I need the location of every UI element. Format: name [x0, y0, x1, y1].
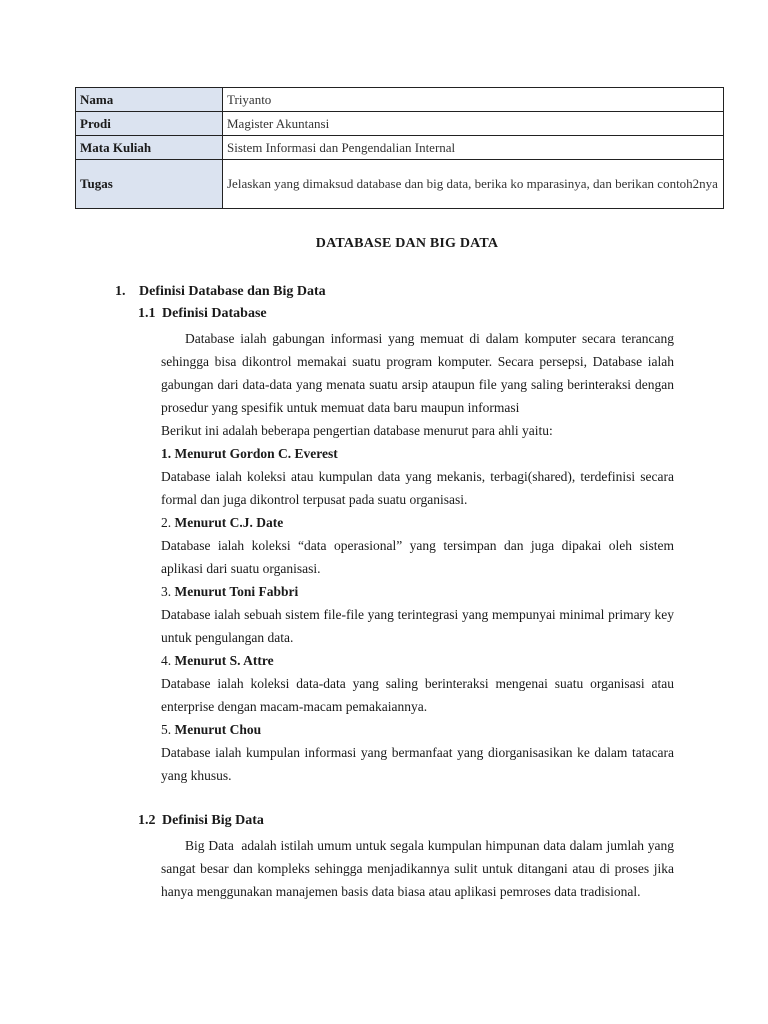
section-heading: [115, 284, 515, 304]
section-number: 1.: [115, 284, 126, 299]
info-label: Mata Kuliah: [76, 136, 223, 160]
info-row: [76, 112, 724, 136]
info-row: [76, 160, 724, 209]
expert-heading: [161, 649, 274, 672]
expert-text: Database ialah koleksi atau kumpulan data yang mekanis, terbagi(shared), terdefinisi secara formal dan juga dikontrol terpusat pada suatu organisasi.: [161, 469, 674, 507]
expert-text: Database ialah kumpulan informasi yang bermanfaat yang diorganisasikan ke dalam tatacara yang khusus.: [161, 745, 674, 783]
info-label: Tugas: [76, 160, 223, 209]
expert-number: 1.: [161, 446, 172, 461]
info-value: Sistem Informasi dan Pengendalian Internal: [223, 136, 724, 160]
expert-number: 5.: [161, 722, 172, 737]
expert-number: 2.: [161, 515, 172, 530]
expert-name: Menurut Chou: [174, 722, 262, 737]
expert-name: Menurut Toni Fabbri: [174, 584, 299, 599]
info-value: Triyanto: [223, 88, 724, 112]
expert-number: 3.: [161, 584, 172, 599]
subsection-title: Definisi Big Data: [162, 813, 264, 828]
info-row: [76, 136, 724, 160]
info-value: Magister Akuntansi: [223, 112, 724, 136]
info-value: Jelaskan yang dimaksud database dan big data, berika ko mparasinya, dan berikan contoh2nya: [223, 160, 724, 209]
expert-text: Database ialah koleksi “data operasional” yang tersimpan dan juga dipakai oleh sistem aplikasi dari suatu organisasi.: [161, 538, 674, 576]
expert-text: Database ialah koleksi data-data yang saling berinteraksi mengenai suatu organisasi atau enterprise dengan macam-macam pemakaiannya.: [161, 676, 674, 714]
info-row: [76, 88, 724, 112]
expert-text: Database ialah sebuah sistem file-file yang terintegrasi yang mempunyai minimal primary key untuk pengulangan data.: [161, 607, 674, 645]
expert-name: Menurut C.J. Date: [174, 515, 284, 530]
expert-heading: [161, 442, 338, 465]
expert-heading: [161, 511, 283, 534]
paragraph: Database ialah gabungan informasi yang memuat di dalam komputer secara terancang sehingga bisa dikontrol memakai suatu program komputer. Secara persepsi, Database ialah gabungan dari data-data yang menata suatu arsip ataupun file yang saling berinteraksi dengan prosedur yang spesifik untuk memuat data baru maupun informasi: [161, 331, 674, 415]
subsection-heading: [138, 813, 438, 833]
info-label: Prodi: [76, 112, 223, 136]
subsection-title: Definisi Database: [162, 306, 267, 321]
subsection-number: 1.2: [138, 813, 156, 828]
section-title: Definisi Database dan Big Data: [139, 284, 326, 299]
info-table: [75, 87, 724, 209]
paragraph: Big Data adalah istilah umum untuk segala kumpulan himpunan data dalam jumlah yang sangat besar dan kompleks sehingga menjadikannya sulit untuk ditangani atau di proses jika hanya menggunakan manajemen basis data biasa atau aplikasi pemroses data tradisional.: [161, 838, 678, 899]
subsection-heading: [138, 306, 438, 326]
info-label: Nama: [76, 88, 223, 112]
subsection-number: 1.1: [138, 306, 156, 321]
expert-name: Menurut S. Attre: [174, 653, 274, 668]
document-title: DATABASE DAN BIG DATA: [315, 236, 499, 251]
expert-name: Menurut Gordon C. Everest: [174, 446, 338, 461]
expert-heading: [161, 580, 298, 603]
paragraph-lead: Berikut ini adalah beberapa pengertian database menurut para ahli yaitu:: [161, 423, 553, 438]
expert-heading: [161, 718, 261, 741]
expert-number: 4.: [161, 653, 172, 668]
